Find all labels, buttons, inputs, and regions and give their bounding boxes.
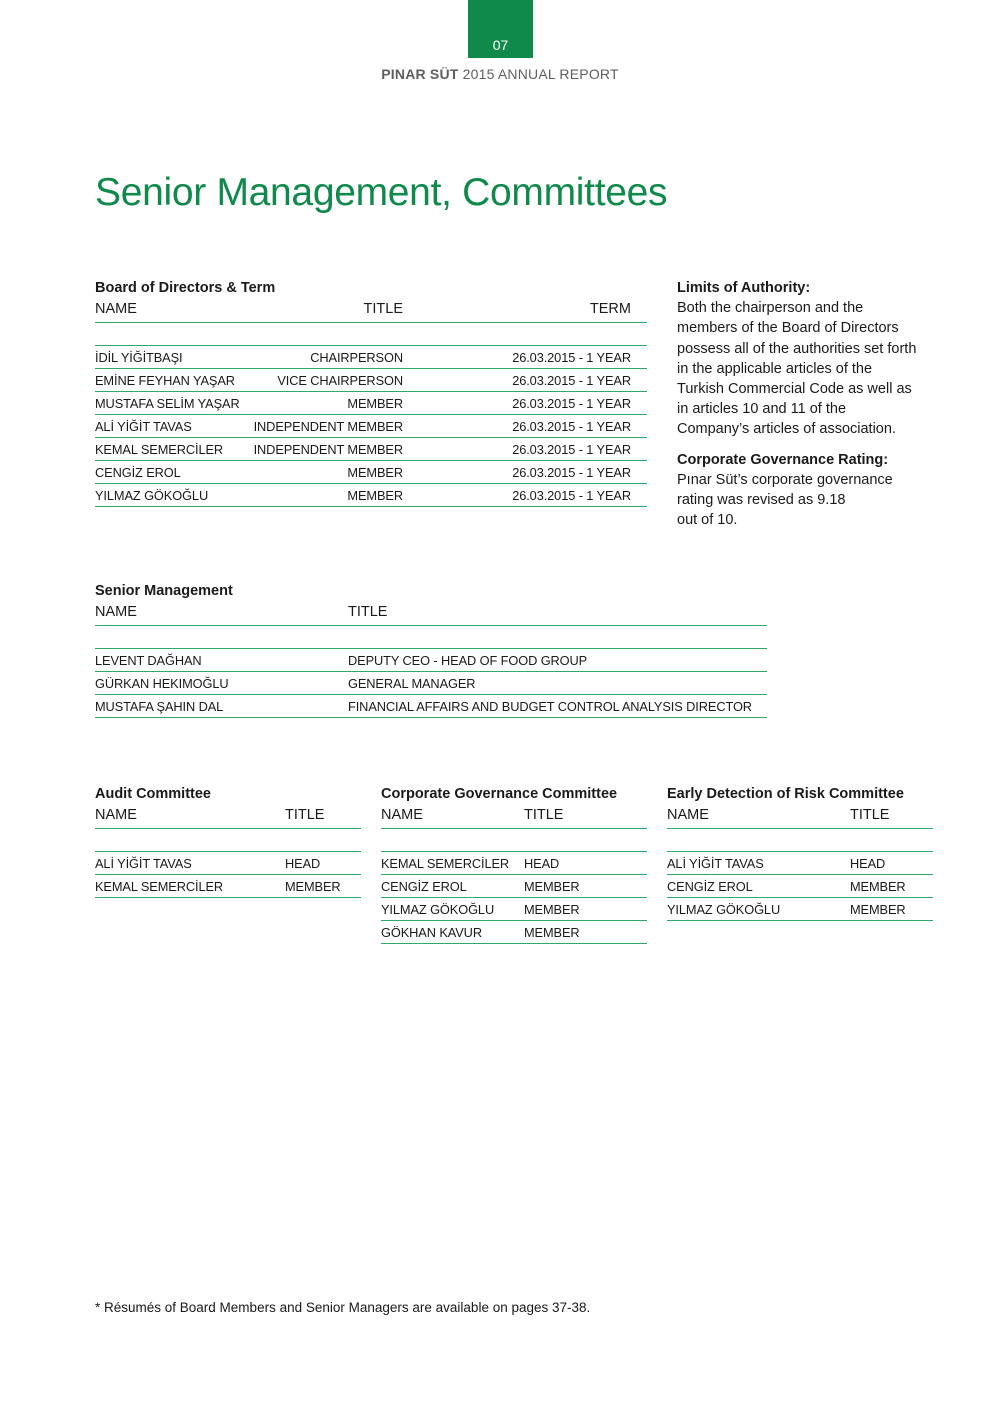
cell-title: GENERAL MANAGER	[348, 672, 767, 695]
audit-section	[95, 783, 361, 898]
cell-name: MUSTAFA SELİM YAŞAR	[95, 392, 245, 415]
risk-table-body	[667, 829, 933, 921]
table-row	[95, 461, 647, 484]
column-header-name: NAME	[95, 299, 245, 323]
table-row	[381, 898, 647, 921]
spacer-row	[381, 829, 647, 852]
cell-title: HEAD	[524, 852, 647, 875]
footnote: * Résumés of Board Members and Senior Managers are available on pages 37-38.	[95, 1300, 591, 1315]
column-header-name: NAME	[95, 602, 348, 626]
audit-table-body	[95, 829, 361, 898]
governance-section-title: Corporate Governance Committee	[381, 786, 618, 802]
cell-name: KEMAL SEMERCİLER	[95, 875, 285, 898]
cell-title: INDEPENDENT MEMBER	[245, 415, 403, 438]
risk-table	[667, 805, 933, 921]
cell-name: CENGİZ EROL	[95, 461, 245, 484]
cell-title: HEAD	[850, 852, 933, 875]
governance-table-body	[381, 829, 647, 944]
cell-name: CENGİZ EROL	[667, 875, 850, 898]
cell-title: MEMBER	[245, 461, 403, 484]
table-row	[95, 369, 647, 392]
cell-title: MEMBER	[524, 898, 647, 921]
cell-title: MEMBER	[524, 875, 647, 898]
report-label: 2015 ANNUAL REPORT	[462, 66, 619, 82]
rating-text-line2: out of 10.	[677, 512, 738, 529]
cell-title: CHAIRPERSON	[245, 346, 403, 369]
cell-name: İDİL YİĞİTBAŞI	[95, 346, 245, 369]
cell-name: YILMAZ GÖKOĞLU	[667, 898, 850, 921]
column-header-title: TITLE	[348, 602, 767, 626]
table-row	[381, 921, 647, 944]
senior-section	[95, 580, 767, 718]
cell-title: INDEPENDENT MEMBER	[245, 438, 403, 461]
rating-heading: Corporate Governance Rating:	[677, 451, 889, 468]
cell-name: ALİ YİĞİT TAVAS	[667, 852, 850, 875]
column-header-name: NAME	[381, 805, 524, 829]
cell-title: MEMBER	[285, 875, 361, 898]
column-header-title: TITLE	[285, 805, 361, 829]
governance-section	[381, 783, 647, 944]
cell-term: 26.03.2015 - 1 YEAR	[403, 392, 647, 415]
spacer-row	[95, 829, 361, 852]
table-row	[95, 852, 361, 875]
column-header-name: NAME	[95, 805, 285, 829]
board-section	[95, 277, 647, 507]
column-header-title: TITLE	[245, 299, 403, 323]
cell-name: GÜRKAN HEKIMOĞLU	[95, 672, 348, 695]
cell-name: ALİ YİĞİT TAVAS	[95, 852, 285, 875]
brand-name: PINAR SÜT	[381, 66, 459, 82]
cell-name: KEMAL SEMERCİLER	[95, 438, 245, 461]
column-header-title: TITLE	[524, 805, 647, 829]
risk-header-row	[667, 805, 933, 829]
audit-header-row	[95, 805, 361, 829]
side-notes	[677, 278, 917, 530]
column-header-name: NAME	[667, 805, 850, 829]
cell-title: MEMBER	[850, 898, 933, 921]
cell-name: YILMAZ GÖKOĞLU	[381, 898, 524, 921]
cell-name: CENGİZ EROL	[381, 875, 524, 898]
senior-section-title: Senior Management	[95, 583, 233, 599]
table-row	[95, 649, 767, 672]
cell-name: LEVENT DAĞHAN	[95, 649, 348, 672]
cell-name: ALİ YİĞİT TAVAS	[95, 415, 245, 438]
page-title: Senior Management, Committees	[95, 171, 668, 214]
table-row	[667, 852, 933, 875]
cell-name: YILMAZ GÖKOĞLU	[95, 484, 245, 507]
table-row	[95, 484, 647, 507]
table-row	[95, 438, 647, 461]
board-table	[95, 299, 647, 507]
board-section-title: Board of Directors & Term	[95, 280, 276, 296]
board-table-body	[95, 323, 647, 507]
senior-header-row	[95, 602, 767, 626]
cell-title: MEMBER	[850, 875, 933, 898]
limits-heading: Limits of Authority:	[677, 280, 811, 296]
report-header	[0, 66, 1000, 82]
table-row	[95, 346, 647, 369]
senior-table	[95, 602, 767, 718]
cell-term: 26.03.2015 - 1 YEAR	[403, 461, 647, 484]
cell-name: GÖKHAN KAVUR	[381, 921, 524, 944]
page-number: 07	[492, 37, 509, 53]
risk-section-title: Early Detection of Risk Committee	[667, 786, 904, 802]
cell-title: VICE CHAIRPERSON	[245, 369, 403, 392]
cell-term: 26.03.2015 - 1 YEAR	[403, 484, 647, 507]
audit-section-title: Audit Committee	[95, 786, 211, 802]
cell-term: 26.03.2015 - 1 YEAR	[403, 415, 647, 438]
cell-name: MUSTAFA ŞAHIN DAL	[95, 695, 348, 718]
limits-text: Both the chairperson and the members of the Board of Directors possess all of the authorities set forth in the applicable articles of the Turkish Commercial Code as well as in articles 10 and 11 of the Company’s articles of association.	[677, 300, 917, 438]
cell-term: 26.03.2015 - 1 YEAR	[403, 369, 647, 392]
spacer-row	[95, 323, 647, 346]
audit-table	[95, 805, 361, 898]
board-header-row	[95, 299, 647, 323]
cell-title: HEAD	[285, 852, 361, 875]
cell-title: FINANCIAL AFFAIRS AND BUDGET CONTROL ANALYSIS DIRECTOR	[348, 695, 767, 718]
table-row	[95, 875, 361, 898]
cell-term: 26.03.2015 - 1 YEAR	[403, 438, 647, 461]
spacer-row	[667, 829, 933, 852]
table-row	[667, 898, 933, 921]
senior-table-body	[95, 626, 767, 718]
spacer-row	[95, 626, 767, 649]
table-row	[95, 695, 767, 718]
table-row	[95, 672, 767, 695]
table-row	[95, 415, 647, 438]
cell-name: KEMAL SEMERCİLER	[381, 852, 524, 875]
cell-title: MEMBER	[245, 392, 403, 415]
cell-term: 26.03.2015 - 1 YEAR	[403, 346, 647, 369]
table-row	[381, 852, 647, 875]
table-row	[667, 875, 933, 898]
cell-title: MEMBER	[524, 921, 647, 944]
rating-text-line1: Pınar Süt’s corporate governance rating was revised as 9.18	[677, 471, 893, 509]
table-row	[381, 875, 647, 898]
risk-section	[667, 783, 933, 921]
cell-title: MEMBER	[245, 484, 403, 507]
column-header-term: TERM	[403, 299, 647, 323]
cell-title: DEPUTY CEO - HEAD OF FOOD GROUP	[348, 649, 767, 672]
cell-name: EMİNE FEYHAN YAŞAR	[95, 369, 245, 392]
table-row	[95, 392, 647, 415]
page-number-tab	[468, 0, 533, 58]
governance-header-row	[381, 805, 647, 829]
column-header-title: TITLE	[850, 805, 933, 829]
governance-table	[381, 805, 647, 944]
